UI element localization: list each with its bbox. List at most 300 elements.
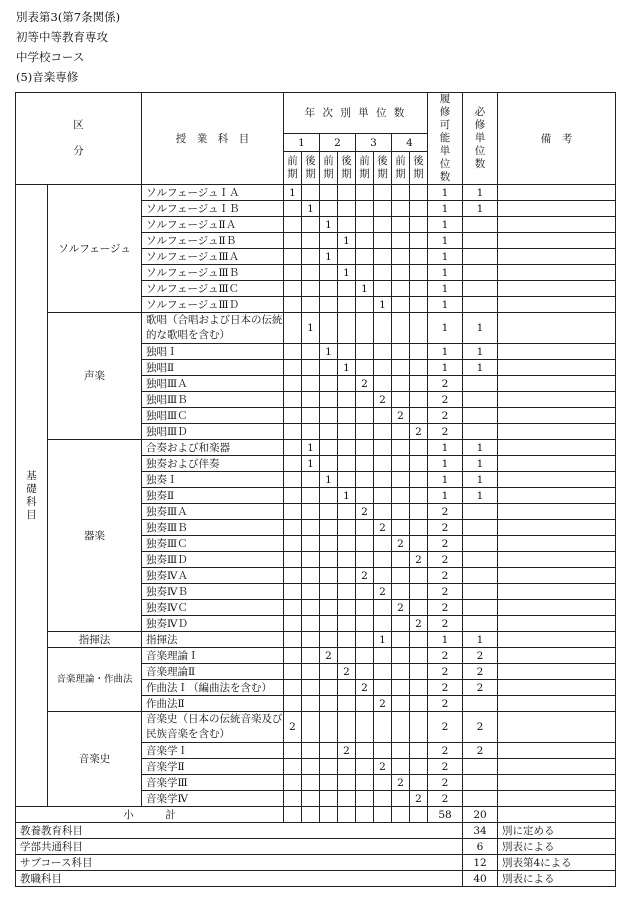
semester-units <box>338 600 356 616</box>
remarks-cell <box>498 297 616 313</box>
elective-units-text: 2 <box>441 505 449 518</box>
semester-units <box>302 265 320 281</box>
subject-name-text: 独奏Ⅱ <box>146 489 175 502</box>
semester-units <box>374 568 392 584</box>
footer-required-text: 12 <box>473 856 487 869</box>
subject-name-text: 独奏ⅢＤ <box>146 553 188 566</box>
semester-units-text: 1 <box>343 234 350 247</box>
footer-remarks-text: 別表による <box>502 872 555 885</box>
header-line-2: 初等中等教育専攻 <box>16 30 108 44</box>
footer-remarks <box>498 839 616 855</box>
group-label <box>48 440 142 632</box>
footer-row <box>16 855 616 871</box>
semester-units <box>410 759 428 775</box>
semester-header-text: 前期 <box>323 155 334 181</box>
required-units-text: 1 <box>476 202 484 215</box>
required-units <box>463 265 498 281</box>
subject-name <box>142 584 284 600</box>
semester-units <box>320 712 338 743</box>
semester-units <box>356 440 374 456</box>
semester-units <box>356 313 374 344</box>
semester-units <box>338 456 356 472</box>
elective-units-text: 1 <box>441 457 449 470</box>
semester-units-text: 2 <box>361 681 368 694</box>
footer-label-text: サブコース科目 <box>20 856 93 869</box>
semester-units <box>392 440 410 456</box>
semester-units <box>410 376 428 392</box>
subject-name <box>142 297 284 313</box>
semester-units <box>410 791 428 807</box>
subject-name <box>142 791 284 807</box>
elective-units <box>428 297 463 313</box>
required-units <box>463 472 498 488</box>
semester-units <box>410 456 428 472</box>
semester-units-text: 1 <box>325 473 332 486</box>
semester-units <box>338 408 356 424</box>
semester-units <box>284 440 302 456</box>
semester-units <box>374 632 392 648</box>
remarks-cell <box>498 408 616 424</box>
semester-units <box>302 775 320 791</box>
required-units <box>463 616 498 632</box>
semester-units <box>320 344 338 360</box>
subject-name <box>142 664 284 680</box>
semester-units-text: 2 <box>343 665 350 678</box>
elective-units <box>428 185 463 201</box>
required-units <box>463 281 498 297</box>
semester-units <box>320 488 338 504</box>
semester-units <box>284 472 302 488</box>
footer-required <box>463 855 498 871</box>
semester-units <box>392 600 410 616</box>
semester-units <box>338 392 356 408</box>
semester-units <box>410 807 428 823</box>
semester-units <box>320 360 338 376</box>
semester-units <box>410 249 428 265</box>
required-units <box>463 344 498 360</box>
semester-units-text: 1 <box>343 266 350 279</box>
semester-units <box>338 185 356 201</box>
semester-units <box>356 568 374 584</box>
semester-units <box>356 392 374 408</box>
semester-units <box>410 297 428 313</box>
course-row <box>16 440 616 456</box>
subject-name-text: ソルフェージュⅢＡ <box>146 250 240 263</box>
semester-units <box>356 376 374 392</box>
semester-units <box>374 376 392 392</box>
semester-units <box>284 281 302 297</box>
subject-name <box>142 616 284 632</box>
footer-row <box>16 839 616 855</box>
elective-units-text: 1 <box>441 489 449 502</box>
subject-name-text: 独唱ⅢＤ <box>146 425 188 438</box>
subject-name-text: 音楽学Ｉ <box>146 744 188 757</box>
remarks-cell <box>498 360 616 376</box>
semester-units <box>302 520 320 536</box>
semester-units-text: 2 <box>415 425 422 438</box>
semester-units <box>338 297 356 313</box>
elective-units-text: 1 <box>441 473 449 486</box>
elective-units-text: 2 <box>441 744 449 757</box>
required-units <box>463 743 498 759</box>
subject-name <box>142 520 284 536</box>
kubun-header <box>16 93 142 185</box>
year-1-header-text: 1 <box>298 136 305 149</box>
semester-units <box>374 408 392 424</box>
footer-remarks-text: 別表第4による <box>502 856 572 869</box>
semester-units <box>302 632 320 648</box>
remarks-cell <box>498 616 616 632</box>
semester-units <box>392 233 410 249</box>
semester-units <box>320 201 338 217</box>
semester-units <box>284 217 302 233</box>
year-2-header-text: 2 <box>334 136 341 149</box>
elective-units <box>428 775 463 791</box>
remarks-cell <box>498 791 616 807</box>
subtotal-required-text: 20 <box>473 808 487 821</box>
semester-units <box>284 488 302 504</box>
semester-units <box>320 616 338 632</box>
subtotal-elective <box>428 807 463 823</box>
remarks-header <box>498 93 616 185</box>
elective-units <box>428 520 463 536</box>
semester-units <box>410 472 428 488</box>
semester-units <box>410 648 428 664</box>
remarks-cell <box>498 472 616 488</box>
remarks-cell <box>498 217 616 233</box>
elective-units <box>428 424 463 440</box>
semester-units <box>374 584 392 600</box>
subject-name-text: 独奏ⅢＢ <box>146 521 188 534</box>
remarks-cell <box>498 504 616 520</box>
semester-units <box>374 360 392 376</box>
semester-units <box>302 392 320 408</box>
elective-units <box>428 265 463 281</box>
semester-units <box>356 759 374 775</box>
semester-units <box>356 185 374 201</box>
remarks-cell <box>498 536 616 552</box>
semester-units <box>356 472 374 488</box>
subject-name <box>142 233 284 249</box>
subject-name <box>142 424 284 440</box>
semester-units <box>356 233 374 249</box>
footer-remarks-text: 別表による <box>502 840 555 853</box>
semester-units <box>302 217 320 233</box>
semester-units <box>392 584 410 600</box>
course-row <box>16 313 616 344</box>
required-units <box>463 456 498 472</box>
elective-units <box>428 472 463 488</box>
elective-units <box>428 408 463 424</box>
semester-units <box>284 807 302 823</box>
semester-units <box>410 488 428 504</box>
remarks-cell <box>498 568 616 584</box>
semester-units <box>356 696 374 712</box>
semester-units <box>302 297 320 313</box>
footer-label-text: 学部共通科目 <box>20 840 83 853</box>
semester-units <box>320 456 338 472</box>
semester-units <box>302 664 320 680</box>
elective-units <box>428 249 463 265</box>
required-units <box>463 488 498 504</box>
semester-units <box>392 249 410 265</box>
semester-units <box>320 568 338 584</box>
semester-units-text: 1 <box>325 250 332 263</box>
semester-units <box>410 520 428 536</box>
semester-units <box>320 664 338 680</box>
group-label-text: 音楽理論・作曲法 <box>56 673 133 685</box>
semester-units <box>392 360 410 376</box>
semester-units <box>284 408 302 424</box>
semester-units <box>356 648 374 664</box>
elective-units-text: 1 <box>441 441 449 454</box>
semester-units <box>410 185 428 201</box>
elective-units-text: 1 <box>441 202 449 215</box>
semester-units <box>356 217 374 233</box>
semester-units <box>320 759 338 775</box>
semester-units <box>410 552 428 568</box>
year-4-header-text: 4 <box>406 136 413 149</box>
semester-units <box>356 775 374 791</box>
semester-units <box>374 249 392 265</box>
semester-units-text: 2 <box>361 569 368 582</box>
subject-name-text: 独奏ⅣＡ <box>146 569 188 582</box>
semester-units <box>284 520 302 536</box>
semester-units <box>338 313 356 344</box>
semester-units <box>410 201 428 217</box>
semester-units <box>284 680 302 696</box>
subject-name <box>142 472 284 488</box>
semester-units <box>284 568 302 584</box>
semester-units-text: 2 <box>397 601 404 614</box>
semester-units <box>410 424 428 440</box>
elective-units <box>428 568 463 584</box>
subtotal-row <box>16 807 616 823</box>
year-1-header <box>284 133 320 151</box>
semester-units <box>338 584 356 600</box>
semester-units <box>302 376 320 392</box>
semester-units <box>374 664 392 680</box>
footer-row <box>16 871 616 887</box>
semester-units <box>302 313 320 344</box>
subject-name <box>142 568 284 584</box>
semester-units <box>338 488 356 504</box>
required-units-header-text: 必修単位数 <box>474 106 486 170</box>
semester-units <box>284 201 302 217</box>
required-units <box>463 440 498 456</box>
semester-units <box>392 664 410 680</box>
course-row <box>16 712 616 743</box>
semester-units <box>392 376 410 392</box>
semester-units <box>392 568 410 584</box>
semester-units <box>392 520 410 536</box>
required-units <box>463 584 498 600</box>
semester-units <box>410 408 428 424</box>
semester-units <box>302 759 320 775</box>
semester-units <box>392 712 410 743</box>
semester-units <box>338 712 356 743</box>
semester-units <box>284 600 302 616</box>
semester-units <box>320 424 338 440</box>
subject-name <box>142 217 284 233</box>
semester-units-text: 1 <box>343 489 350 502</box>
semester-units <box>410 233 428 249</box>
semester-units <box>356 344 374 360</box>
semester-units <box>320 807 338 823</box>
elective-units-text: 1 <box>441 345 449 358</box>
subject-name <box>142 440 284 456</box>
semester-units <box>356 600 374 616</box>
footer-row <box>16 823 616 839</box>
semester-units <box>356 743 374 759</box>
semester-units <box>356 584 374 600</box>
remarks-cell <box>498 201 616 217</box>
subject-name <box>142 249 284 265</box>
required-units <box>463 632 498 648</box>
required-units-text: 1 <box>476 322 484 334</box>
semester-units <box>374 520 392 536</box>
semester-units <box>284 249 302 265</box>
semester-header <box>284 152 302 185</box>
semester-header <box>392 152 410 185</box>
semester-units <box>374 201 392 217</box>
semester-units <box>356 360 374 376</box>
semester-units <box>302 712 320 743</box>
semester-units <box>302 360 320 376</box>
semester-header <box>338 152 356 185</box>
remarks-cell <box>498 759 616 775</box>
curriculum-table <box>15 92 616 887</box>
semester-units <box>410 265 428 281</box>
group-label <box>48 648 142 712</box>
semester-header-text: 前期 <box>287 155 298 181</box>
required-units <box>463 568 498 584</box>
semester-units <box>338 281 356 297</box>
subject-name-text: 作曲法Ⅱ <box>146 697 185 710</box>
subject-name <box>142 504 284 520</box>
semester-units <box>338 759 356 775</box>
semester-units <box>302 185 320 201</box>
semester-units-text: 1 <box>307 457 314 470</box>
semester-units-text: 2 <box>415 617 422 630</box>
semester-units <box>356 807 374 823</box>
elective-units <box>428 201 463 217</box>
semester-units-text: 1 <box>307 441 314 454</box>
semester-units <box>284 552 302 568</box>
semester-units <box>338 552 356 568</box>
semester-units <box>302 344 320 360</box>
subject-name-text: 独奏ⅢＡ <box>146 505 188 518</box>
footer-label-text: 教養教育科目 <box>20 824 83 837</box>
subject-name <box>142 344 284 360</box>
semester-units <box>356 488 374 504</box>
elective-units <box>428 456 463 472</box>
semester-units <box>338 201 356 217</box>
subject-name-text: ソルフェージュⅡＡ <box>146 218 237 231</box>
remarks-cell <box>498 440 616 456</box>
semester-units <box>338 696 356 712</box>
required-units <box>463 201 498 217</box>
semester-units <box>356 552 374 568</box>
elective-units-text: 2 <box>441 776 449 789</box>
semester-units <box>392 424 410 440</box>
category-label <box>16 185 48 807</box>
subject-name <box>142 392 284 408</box>
subject-name <box>142 696 284 712</box>
elective-units <box>428 376 463 392</box>
semester-units-text: 1 <box>379 298 386 311</box>
semester-units <box>356 424 374 440</box>
subject-name <box>142 680 284 696</box>
semester-units <box>338 648 356 664</box>
semester-units <box>320 408 338 424</box>
semester-units-text: 1 <box>289 186 296 199</box>
remarks-cell <box>498 600 616 616</box>
subject-name <box>142 743 284 759</box>
semester-units <box>284 616 302 632</box>
semester-units <box>302 504 320 520</box>
remarks-cell <box>498 313 616 344</box>
subtotal-required <box>463 807 498 823</box>
semester-units <box>284 376 302 392</box>
category-label-text: 基礎科目 <box>26 469 37 521</box>
footer-remarks <box>498 855 616 871</box>
semester-units <box>410 504 428 520</box>
header-line-3: 中学校コース <box>16 50 85 64</box>
semester-units <box>356 536 374 552</box>
semester-units <box>410 696 428 712</box>
remarks-cell <box>498 265 616 281</box>
semester-units <box>392 488 410 504</box>
subject-name <box>142 552 284 568</box>
semester-units <box>374 281 392 297</box>
semester-units-text: 2 <box>289 721 296 733</box>
semester-units <box>320 632 338 648</box>
subtotal-label <box>16 807 284 823</box>
course-row <box>16 185 616 201</box>
footer-required <box>463 871 498 887</box>
required-units-text: 1 <box>476 457 484 470</box>
semester-units <box>338 807 356 823</box>
subject-name-text: ソルフェージュⅡＢ <box>146 234 237 247</box>
subtotal-elective-text: 58 <box>438 808 452 821</box>
semester-units <box>320 440 338 456</box>
semester-units-text: 2 <box>361 505 368 518</box>
semester-units <box>338 472 356 488</box>
semester-units <box>410 664 428 680</box>
semester-units-text: 1 <box>307 202 314 215</box>
elective-units-text: 2 <box>441 792 449 805</box>
semester-units <box>284 233 302 249</box>
required-units <box>463 424 498 440</box>
semester-header <box>302 152 320 185</box>
subject-name <box>142 759 284 775</box>
semester-units <box>356 249 374 265</box>
semester-units <box>338 536 356 552</box>
subject-name-text: 独唱ⅢＣ <box>146 409 188 422</box>
header-line-4: (5)音楽専修 <box>16 70 79 84</box>
semester-units <box>392 536 410 552</box>
elective-units <box>428 632 463 648</box>
required-units <box>463 408 498 424</box>
subject-name-text: 独奏ⅣＤ <box>146 617 188 630</box>
required-units <box>463 520 498 536</box>
remarks-cell <box>498 807 616 823</box>
required-units-text: 1 <box>476 361 484 374</box>
semester-units-text: 2 <box>397 537 404 550</box>
subtotal-label-text: 小 計 <box>123 808 176 821</box>
elective-units <box>428 680 463 696</box>
